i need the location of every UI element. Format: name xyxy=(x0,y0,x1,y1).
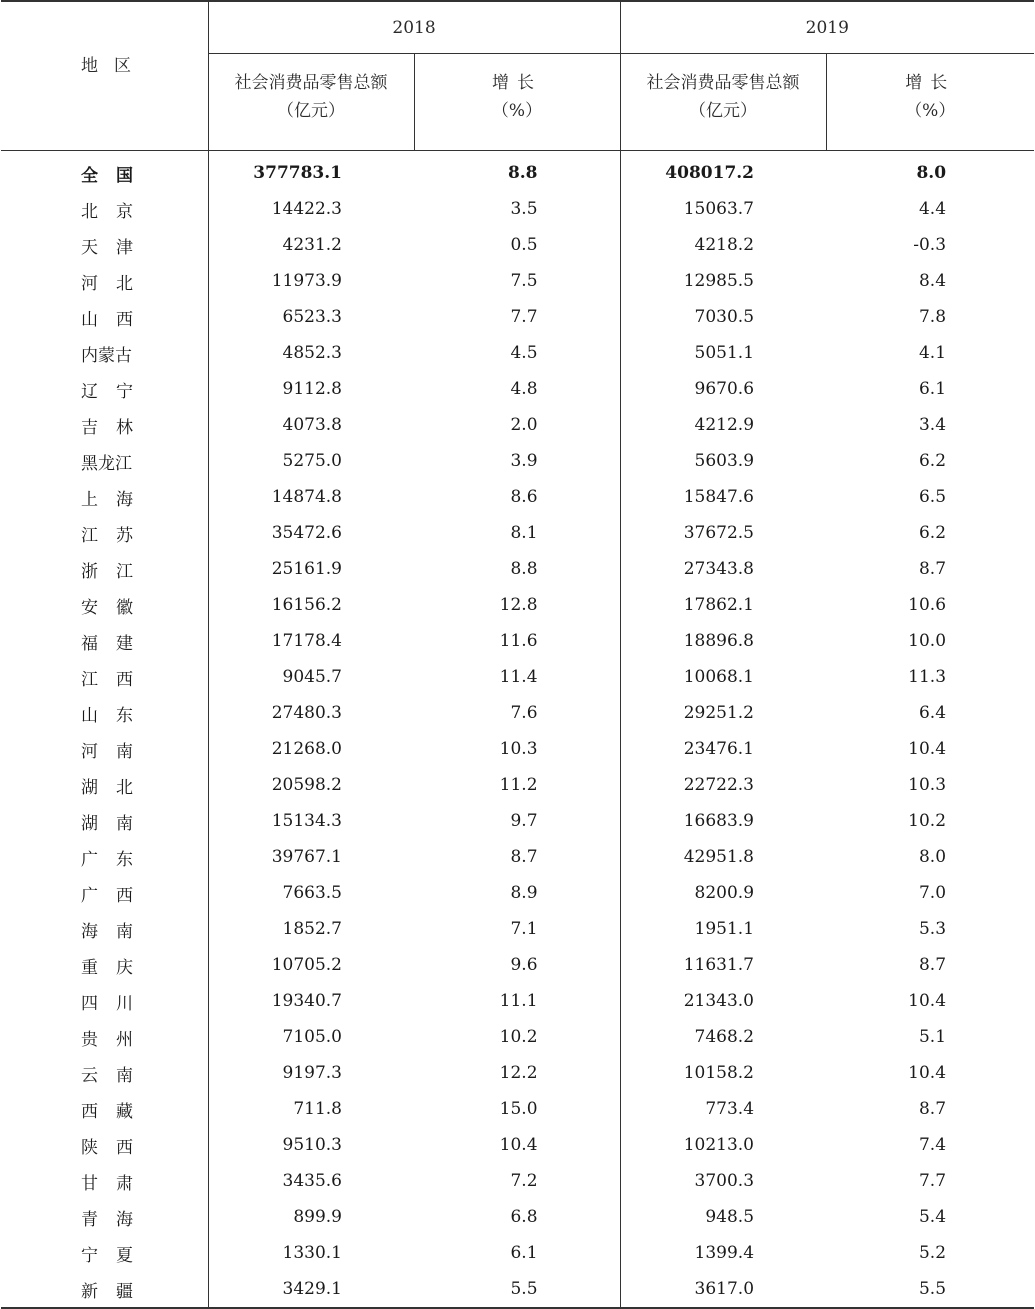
total-2019-cell: 42951.8 xyxy=(620,839,826,875)
total-2019-cell: 12985.5 xyxy=(620,263,826,299)
total-2018-cell: 27480.3 xyxy=(208,695,414,731)
region-cell: 安徽 xyxy=(81,597,151,618)
growth-2018-cell: 11.1 xyxy=(499,991,538,1011)
growth-2019-cell: 5.3 xyxy=(918,919,947,939)
region-cell: 山东 xyxy=(81,705,151,726)
growth-2018-header xyxy=(414,54,620,151)
total-2018-header xyxy=(208,54,414,151)
total-2019-cell: 408017.2 xyxy=(620,151,826,192)
total-2018-cell: 9510.3 xyxy=(208,1127,414,1163)
table-row xyxy=(1,731,1034,767)
total-2018-cell: 19340.7 xyxy=(208,983,414,1019)
region-cell: 上海 xyxy=(81,489,151,510)
region-cell: 山西 xyxy=(81,309,151,330)
growth-label: 增长 xyxy=(905,73,956,93)
total-2018-cell: 899.9 xyxy=(208,1199,414,1235)
table-row xyxy=(1,263,1034,299)
table-row xyxy=(1,659,1034,695)
growth-2018-cell: 7.5 xyxy=(510,271,538,291)
total-2018-cell: 7105.0 xyxy=(208,1019,414,1055)
total-2019-cell: 5603.9 xyxy=(620,443,826,479)
total-2019-cell: 773.4 xyxy=(620,1091,826,1127)
growth-2018-cell: 3.5 xyxy=(510,199,538,219)
growth-2019-cell: 10.4 xyxy=(908,991,947,1011)
region-cell: 贵州 xyxy=(81,1029,151,1050)
growth-2018-cell: 6.8 xyxy=(510,1207,538,1227)
total-2018-cell: 9197.3 xyxy=(208,1055,414,1091)
total-2019-cell: 9670.6 xyxy=(620,371,826,407)
total-2019-header xyxy=(620,54,826,151)
total-2018-cell: 35472.6 xyxy=(208,515,414,551)
growth-2019-cell: 10.3 xyxy=(908,775,947,795)
total-2019-cell: 16683.9 xyxy=(620,803,826,839)
total-2018-cell: 20598.2 xyxy=(208,767,414,803)
total-2018-cell: 3429.1 xyxy=(208,1271,414,1308)
growth-2019-cell: 5.5 xyxy=(826,1271,1034,1308)
region-cell: 湖南 xyxy=(81,813,151,834)
total-2019-cell: 37672.5 xyxy=(620,515,826,551)
total-2018-cell: 4852.3 xyxy=(208,335,414,371)
total-2018-cell: 3435.6 xyxy=(208,1163,414,1199)
region-cell: 全国 xyxy=(81,165,151,186)
growth-2019-cell: 8.0 xyxy=(918,847,947,867)
table-row xyxy=(1,587,1034,623)
total-2018-cell: 17178.4 xyxy=(208,623,414,659)
region-cell: 浙江 xyxy=(81,561,151,582)
growth-2018-cell: 9.6 xyxy=(510,955,538,975)
growth-2019-cell: 7.8 xyxy=(918,307,947,327)
total-2018-cell: 14422.3 xyxy=(208,191,414,227)
growth-2018-cell: 11.4 xyxy=(499,667,538,687)
total-2019-cell: 1951.1 xyxy=(620,911,826,947)
growth-2019-cell: -0.3 xyxy=(913,235,947,255)
table-header xyxy=(1,1,1034,151)
growth-2018-cell: 8.8 xyxy=(507,163,538,183)
total-2019-cell: 7468.2 xyxy=(620,1019,826,1055)
total-2019-cell: 23476.1 xyxy=(620,731,826,767)
total-2018-cell: 9045.7 xyxy=(208,659,414,695)
growth-2019-cell: 3.4 xyxy=(918,415,947,435)
total-2019-cell: 3700.3 xyxy=(620,1163,826,1199)
growth-2018-cell: 4.8 xyxy=(510,379,538,399)
total-2018-cell: 5275.0 xyxy=(208,443,414,479)
total-2018-cell: 25161.9 xyxy=(208,551,414,587)
table-row xyxy=(1,1271,1034,1308)
table-row xyxy=(1,947,1034,983)
growth-2019-cell: 8.7 xyxy=(918,955,947,975)
total-2018-cell: 6523.3 xyxy=(208,299,414,335)
total-2019-cell: 11631.7 xyxy=(620,947,826,983)
table-row xyxy=(1,1199,1034,1235)
growth-2019-cell: 8.7 xyxy=(918,559,947,579)
region-cell: 海南 xyxy=(81,921,151,942)
growth-label: 增长 xyxy=(492,73,542,93)
growth-unit: （%） xyxy=(905,101,956,121)
growth-2019-cell: 6.4 xyxy=(918,703,947,723)
growth-2018-cell: 12.2 xyxy=(499,1063,538,1083)
region-cell: 重庆 xyxy=(81,957,151,978)
total-2019-cell: 10158.2 xyxy=(620,1055,826,1091)
growth-unit: （%） xyxy=(491,101,543,121)
region-cell: 陕西 xyxy=(81,1137,151,1158)
total-2019-cell: 18896.8 xyxy=(620,623,826,659)
total-2018-cell: 15134.3 xyxy=(208,803,414,839)
total-2018-cell: 14874.8 xyxy=(208,479,414,515)
total-2019-cell: 10213.0 xyxy=(620,1127,826,1163)
total-2018-cell: 4073.8 xyxy=(208,407,414,443)
growth-2018-cell: 0.5 xyxy=(510,235,538,255)
growth-2018-cell: 12.8 xyxy=(499,595,538,615)
growth-2018-cell: 8.8 xyxy=(510,559,538,579)
region-cell: 河北 xyxy=(81,273,151,294)
total-2019-cell: 17862.1 xyxy=(620,587,826,623)
total-label: 社会消费品零售总额 xyxy=(646,73,800,93)
table-row xyxy=(1,191,1034,227)
region-cell: 福建 xyxy=(81,633,151,654)
region-cell: 青海 xyxy=(81,1209,151,1230)
region-cell: 江苏 xyxy=(81,525,151,546)
total-2018-cell: 39767.1 xyxy=(208,839,414,875)
total-2019-cell: 5051.1 xyxy=(620,335,826,371)
table-row xyxy=(1,479,1034,515)
growth-2019-cell: 6.2 xyxy=(918,451,947,471)
table-row xyxy=(1,551,1034,587)
region-cell: 新疆 xyxy=(1,1271,208,1308)
growth-2019-cell: 7.4 xyxy=(918,1135,947,1155)
total-2019-cell: 1399.4 xyxy=(620,1235,826,1271)
region-cell: 黑龙江 xyxy=(81,453,132,474)
growth-2018-cell: 8.1 xyxy=(510,523,538,543)
growth-2019-cell: 7.7 xyxy=(918,1171,947,1191)
growth-2018-cell: 4.5 xyxy=(510,343,538,363)
growth-2019-cell: 6.1 xyxy=(918,379,947,399)
growth-2018-cell: 10.2 xyxy=(499,1027,538,1047)
table-body xyxy=(1,151,1034,1309)
total-2019-cell: 21343.0 xyxy=(620,983,826,1019)
year-2018-header: 2018 xyxy=(208,1,620,54)
growth-2019-cell: 5.4 xyxy=(918,1207,947,1227)
region-cell: 河南 xyxy=(81,741,151,762)
growth-2018-cell: 8.7 xyxy=(510,847,538,867)
growth-2018-cell: 8.9 xyxy=(510,883,538,903)
growth-2018-cell: 10.3 xyxy=(499,739,538,759)
table-row xyxy=(1,1127,1034,1163)
growth-2019-cell: 6.2 xyxy=(918,523,947,543)
growth-2018-cell: 9.7 xyxy=(510,811,538,831)
table-row xyxy=(1,1019,1034,1055)
growth-2019-cell: 4.4 xyxy=(918,199,947,219)
region-cell: 广西 xyxy=(81,885,151,906)
total-2019-cell: 15847.6 xyxy=(620,479,826,515)
total-2018-cell: 711.8 xyxy=(208,1091,414,1127)
table-row xyxy=(1,515,1034,551)
table-row xyxy=(1,875,1034,911)
table-row xyxy=(1,623,1034,659)
growth-2018-cell: 7.7 xyxy=(510,307,538,327)
table-row xyxy=(1,767,1034,803)
growth-2018-cell: 11.6 xyxy=(499,631,538,651)
growth-2019-cell: 4.1 xyxy=(918,343,947,363)
region-cell: 甘肃 xyxy=(81,1173,151,1194)
table-row xyxy=(1,1091,1034,1127)
region-cell: 云南 xyxy=(81,1065,151,1086)
total-2019-cell: 10068.1 xyxy=(620,659,826,695)
table-row xyxy=(1,299,1034,335)
total-2018-cell: 9112.8 xyxy=(208,371,414,407)
growth-2018-cell: 5.5 xyxy=(414,1271,620,1308)
table-row xyxy=(1,911,1034,947)
growth-2018-cell: 6.1 xyxy=(510,1243,538,1263)
total-2018-cell: 1852.7 xyxy=(208,911,414,947)
growth-2018-cell: 3.9 xyxy=(510,451,538,471)
region-cell: 江西 xyxy=(81,669,151,690)
year-2019-header: 2019 xyxy=(620,1,1034,54)
total-2018-cell: 4231.2 xyxy=(208,227,414,263)
total-2018-cell: 1330.1 xyxy=(208,1235,414,1271)
growth-2019-header xyxy=(826,54,1034,151)
total-2019-cell: 27343.8 xyxy=(620,551,826,587)
growth-2018-cell: 11.2 xyxy=(499,775,538,795)
growth-2019-cell: 10.6 xyxy=(908,595,947,615)
total-2019-cell: 15063.7 xyxy=(620,191,826,227)
total-unit: （亿元） xyxy=(689,101,758,121)
growth-2019-cell: 8.0 xyxy=(916,163,947,183)
growth-2018-cell: 8.6 xyxy=(510,487,538,507)
total-2019-cell: 22722.3 xyxy=(620,767,826,803)
table-row xyxy=(1,335,1034,371)
growth-2018-cell: 15.0 xyxy=(499,1099,538,1119)
total-2018-cell: 10705.2 xyxy=(208,947,414,983)
growth-2018-cell: 10.4 xyxy=(499,1135,538,1155)
region-column-header: 地区 xyxy=(1,1,208,151)
growth-2019-cell: 10.2 xyxy=(908,811,947,831)
total-2018-cell: 7663.5 xyxy=(208,875,414,911)
table-row xyxy=(1,407,1034,443)
total-2019-cell: 3617.0 xyxy=(620,1271,826,1308)
region-cell: 北京 xyxy=(81,201,151,222)
table-row xyxy=(1,1055,1034,1091)
total-2019-cell: 4212.9 xyxy=(620,407,826,443)
growth-2019-cell: 7.0 xyxy=(918,883,947,903)
region-cell: 宁夏 xyxy=(81,1245,151,1266)
table-row xyxy=(1,443,1034,479)
growth-2019-cell: 5.1 xyxy=(918,1027,947,1047)
table-row xyxy=(1,983,1034,1019)
total-label: 社会消费品零售总额 xyxy=(234,73,388,93)
table-row xyxy=(1,371,1034,407)
growth-2019-cell: 8.4 xyxy=(918,271,947,291)
table-row xyxy=(1,839,1034,875)
total-2019-cell: 7030.5 xyxy=(620,299,826,335)
region-cell: 广东 xyxy=(81,849,151,870)
region-cell: 天津 xyxy=(81,237,151,258)
total-2019-cell: 29251.2 xyxy=(620,695,826,731)
retail-sales-table xyxy=(1,0,1034,1309)
region-cell: 西藏 xyxy=(81,1101,151,1122)
region-cell: 辽宁 xyxy=(81,381,151,402)
table-row xyxy=(1,227,1034,263)
growth-2019-cell: 10.4 xyxy=(908,1063,947,1083)
total-2018-cell: 16156.2 xyxy=(208,587,414,623)
total-2019-cell: 8200.9 xyxy=(620,875,826,911)
growth-2019-cell: 5.2 xyxy=(918,1243,947,1263)
growth-2019-cell: 10.0 xyxy=(908,631,947,651)
growth-2018-cell: 7.1 xyxy=(510,919,538,939)
total-unit: （亿元） xyxy=(277,101,345,121)
total-2018-cell: 21268.0 xyxy=(208,731,414,767)
table-row xyxy=(1,695,1034,731)
total-2018-cell: 11973.9 xyxy=(208,263,414,299)
region-cell: 吉林 xyxy=(81,417,151,438)
region-cell: 四川 xyxy=(81,993,151,1014)
growth-2019-cell: 10.4 xyxy=(908,739,947,759)
growth-2018-cell: 7.2 xyxy=(510,1171,538,1191)
growth-2018-cell: 2.0 xyxy=(510,415,538,435)
header-row-years xyxy=(1,1,1034,54)
growth-2018-cell: 7.6 xyxy=(510,703,538,723)
growth-2019-cell: 11.3 xyxy=(908,667,947,687)
table-row xyxy=(1,1235,1034,1271)
total-2019-cell: 4218.2 xyxy=(620,227,826,263)
region-cell: 内蒙古 xyxy=(81,345,132,366)
growth-2019-cell: 6.5 xyxy=(918,487,947,507)
table-row xyxy=(1,151,1034,192)
total-2019-cell: 948.5 xyxy=(620,1199,826,1235)
table-row xyxy=(1,1163,1034,1199)
growth-2019-cell: 8.7 xyxy=(918,1099,947,1119)
region-cell: 湖北 xyxy=(81,777,151,798)
table-row xyxy=(1,803,1034,839)
total-2018-cell: 377783.1 xyxy=(208,151,414,192)
